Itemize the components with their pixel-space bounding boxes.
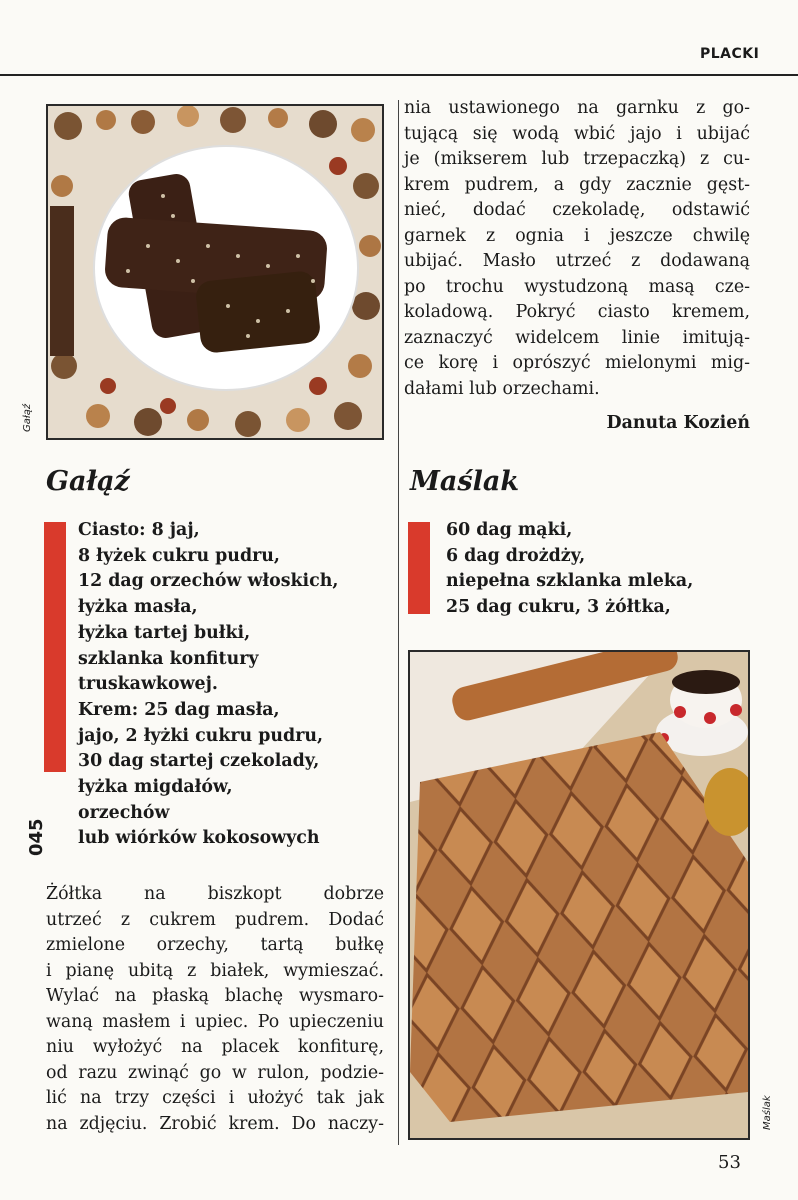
instruction-line: krem pudrem, a gdy zacznie gęst-: [404, 174, 750, 195]
instruction-line: garnek z ognia i jeszcze chwilę: [404, 225, 750, 246]
ingredient-line: lub wiórków kokosowych: [78, 828, 320, 849]
ingredient-line: 30 dag startej czekolady,: [78, 751, 320, 772]
ingredient-line: 60 dag mąki,: [446, 520, 573, 540]
instruction-line: dałami lub orzechami.: [404, 378, 600, 399]
galaz-ingredients: [78, 518, 338, 852]
instruction-line: ce korę i oprószyć mielonymi mig-: [404, 353, 750, 373]
galaz-accent-bar: [44, 522, 66, 772]
instruction-line: na zdjęciu. Zrobić krem. Do naczy-: [46, 1113, 384, 1134]
maslak-photo: [408, 650, 750, 1140]
instruction-line: Wylać na płaską blachę wysmaro-: [46, 986, 384, 1006]
recipe-author: Danuta Kozień: [606, 413, 750, 433]
maslak-photo-caption: Maślak: [762, 1095, 773, 1130]
ingredient-line: truskawkowej.: [78, 674, 218, 695]
ingredient-line: szklanka konfitury: [78, 648, 259, 669]
section-header: PLACKI: [700, 46, 760, 62]
maslak-title: Maślak: [410, 466, 520, 497]
ingredient-line: łyżka migdałów,: [78, 777, 233, 798]
instruction-line: po trochu wystudzoną masą cze-: [404, 276, 750, 297]
instruction-line: koladową. Pokryć ciasto kremem,: [404, 302, 750, 322]
galaz-instructions-continued: [404, 96, 750, 402]
header-rule: [0, 74, 798, 76]
instruction-line: i pianę ubitą z białek, wymieszać.: [46, 960, 384, 981]
instruction-line: je (mikserem lub trzepaczką) z cu-: [404, 149, 750, 169]
galaz-instructions: [46, 882, 384, 1137]
instruction-line: zaznaczyć widelcem linie imitują-: [404, 327, 750, 348]
instruction-line: nia ustawionego na garnku z go-: [404, 98, 750, 118]
galaz-title: Gałąź: [46, 466, 130, 497]
ingredient-line: 6 dag drożdży,: [446, 545, 586, 566]
instruction-line: tującą się wodą wbić jajo i ubijać: [404, 123, 750, 144]
ingredient-line: Krem: 25 dag masła,: [78, 699, 280, 720]
ingredient-line: 8 łyżek cukru pudru,: [78, 545, 280, 566]
instruction-line: niu wyłożyć na placek konfiturę,: [46, 1037, 384, 1057]
ingredient-line: łyżka masła,: [78, 597, 198, 618]
galaz-photo: [46, 104, 384, 440]
instruction-line: waną masłem i upiec. Po upieczeniu: [46, 1011, 384, 1032]
maslak-ingredients: [446, 518, 693, 621]
column-divider: [398, 100, 399, 1145]
ingredient-line: jajo, 2 łyżki cukru pudru,: [78, 725, 324, 746]
ingredient-line: 25 dag cukru, 3 żółtka,: [446, 597, 671, 618]
instruction-line: od razu zwinąć go w rulon, podzie-: [46, 1062, 384, 1083]
instruction-line: zmielone orzechy, tartą bułkę: [46, 935, 384, 955]
instruction-line: utrzeć z cukrem pudrem. Dodać: [46, 909, 384, 930]
ingredient-line: orzechów: [78, 802, 170, 823]
recipe-code: 045: [26, 818, 47, 856]
galaz-photo-caption: Gałąź: [22, 403, 33, 432]
instruction-line: lić na trzy części i ułożyć tak jak: [46, 1088, 384, 1108]
instruction-line: Żółtka na biszkopt dobrze: [46, 884, 384, 904]
ingredient-line: niepełna szklanka mleka,: [446, 571, 694, 592]
instruction-line: ubijać. Masło utrzeć z dodawaną: [404, 251, 750, 271]
ingredient-line: łyżka tartej bułki,: [78, 622, 251, 643]
instruction-line: nieć, dodać czekoladę, odstawić: [404, 200, 750, 220]
maslak-accent-bar: [408, 522, 430, 614]
ingredient-line: 12 dag orzechów włoskich,: [78, 571, 339, 592]
page-number: 53: [718, 1152, 741, 1173]
ingredient-line: Ciasto: 8 jaj,: [78, 520, 200, 540]
